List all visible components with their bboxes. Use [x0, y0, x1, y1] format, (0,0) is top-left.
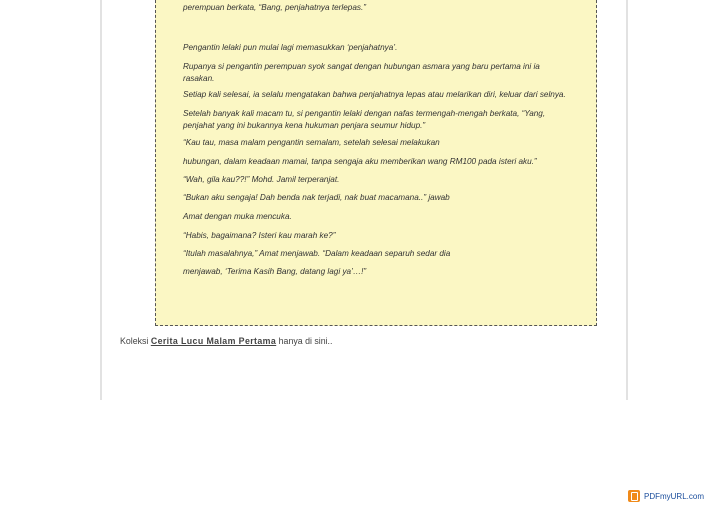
footer-suffix: hanya di sini.. [278, 336, 333, 346]
story-paragraph [183, 2, 603, 14]
story-line: “Wah, gila kau??!” Mohd. Jamil terperanjat. [183, 175, 340, 184]
story-line: “Bukan aku sengaja! Dah benda nak terjadi, nak buat macamana..” jawab [183, 193, 450, 202]
left-column-border [100, 0, 102, 400]
story-line: Amat dengan muka mencuka. [183, 212, 292, 221]
story-line: hubungan, dalam keadaan mamai, tanpa sengaja aku memberikan wang RM100 pada isteri aku.” [183, 157, 537, 166]
story-paragraph [183, 211, 603, 223]
story-line: Setelah banyak kali macam tu, si pengantin lelaki dengan nafas termengah-mengah berkata, “Yang, [183, 109, 546, 118]
pdfmyurl-badge[interactable] [628, 490, 704, 502]
story-line: Pengantin lelaki pun mulai lagi memasukkan ‘penjahatnya’. [183, 43, 398, 52]
story-paragraph [183, 89, 603, 101]
story-paragraph [183, 156, 603, 168]
story-line: “Kau tau, masa malam pengantin semalam, setelah selesai melakukan [183, 138, 440, 147]
right-column-border [626, 0, 628, 400]
pdf-icon [628, 490, 640, 502]
story-line: penjahat yang ini bukannya kena hukuman penjara seumur hidup.” [183, 121, 426, 130]
story-line: perempuan berkata, “Bang, penjahatnya terlepas.” [183, 3, 366, 12]
story-paragraph [183, 192, 603, 204]
story-paragraph [183, 61, 603, 85]
story-paragraph [183, 248, 603, 260]
story-line: Setiap kali selesai, ia selalu mengatakan bahwa penjahatnya lepas atau melarikan diri, keluar dari selnya. [183, 90, 566, 99]
story-paragraph [183, 174, 603, 186]
story-line: menjawab, ‘Terima Kasih Bang, datang lagi ya’…!” [183, 267, 367, 276]
collection-link[interactable]: Cerita Lucu Malam Pertama [150, 336, 277, 346]
story-line: rasakan. [183, 74, 215, 83]
collection-footer [120, 336, 332, 346]
story-paragraph [183, 137, 603, 149]
story-line: “Habis, bagaimana? Isteri kau marah ke?” [183, 231, 336, 240]
story-paragraph [183, 230, 603, 242]
story-paragraph [183, 266, 603, 278]
footer-prefix: Koleksi [120, 336, 149, 346]
story-paragraph [183, 108, 603, 132]
story-paragraph [183, 42, 603, 54]
story-line: “Itulah masalahnya,” Amat menjawab. “Dalam keadaan separuh sedar dia [183, 249, 451, 258]
brand-label[interactable]: PDFmyURL.com [643, 491, 704, 501]
story-line: Rupanya si pengantin perempuan syok sangat dengan hubungan asmara yang baru pertama ini ia [183, 62, 540, 71]
